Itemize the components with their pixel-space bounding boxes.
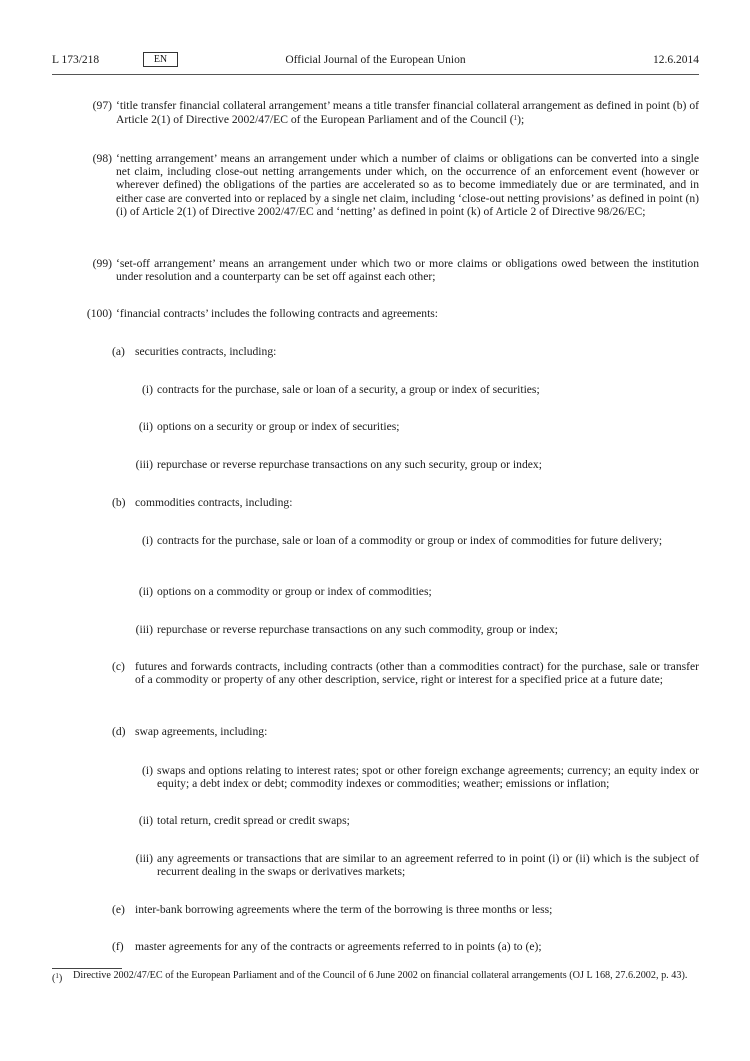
definition-99: ‘set-off arrangement’ means an arrangement under which two or more claims or obligations owed between the institution under resolution and a counterparty can be set off against each other; xyxy=(116,257,699,284)
point-d-ii: total return, credit spread or credit swaps; xyxy=(157,814,350,827)
subpoint-label: (iii) xyxy=(135,458,153,471)
subpoint-label: (ii) xyxy=(138,585,153,598)
journal-reference: L 173/218 xyxy=(52,54,100,66)
point-e: inter-bank borrowing agreements where the term of the borrowing is three months or less; xyxy=(135,903,553,916)
definition-number: (100) xyxy=(86,307,112,320)
point-a: securities contracts, including: xyxy=(135,345,277,358)
point-b-i: contracts for the purchase, sale or loan of a commodity or group or index of commodities for future delivery; xyxy=(157,534,663,547)
language-badge: EN xyxy=(143,52,178,67)
definition-number: (99) xyxy=(92,257,112,270)
point-d-i: swaps and options relating to interest rates; spot or other foreign exchange agreements; currency; an equity index or equity; a debt index or debt; commodity indexes or commodities; weather; emissions or inflation; xyxy=(157,764,699,791)
definition-text-end: ); xyxy=(517,113,525,127)
point-a-i: contracts for the purchase, sale or loan of a security, a group or index of securities; xyxy=(157,383,540,396)
subpoint-label: (i) xyxy=(142,383,153,396)
footnote-text: Directive 2002/47/EC of the European Parliament and of the Council of 6 June 2002 on financial collateral arrangements (OJ L 168, 27.6.2002, p. 43). xyxy=(73,970,688,981)
subpoint-label: (i) xyxy=(142,534,153,547)
definition-100: ‘financial contracts’ includes the following contracts and agreements: xyxy=(116,307,439,320)
definition-97 xyxy=(116,99,699,126)
point-d: swap agreements, including: xyxy=(135,725,268,738)
point-label: (f) xyxy=(112,940,124,953)
point-a-ii: options on a security or group or index of securities; xyxy=(157,420,400,433)
subpoint-label: (iii) xyxy=(135,852,153,865)
point-label: (c) xyxy=(112,660,125,673)
journal-title: Official Journal of the European Union xyxy=(285,54,466,66)
subpoint-label: (ii) xyxy=(138,814,153,827)
subpoint-label: (ii) xyxy=(138,420,153,433)
page-header xyxy=(52,54,699,70)
point-label: (d) xyxy=(112,725,126,738)
point-b-iii: repurchase or reverse repurchase transactions on any such commodity, group or index; xyxy=(157,623,559,636)
subpoint-label: (i) xyxy=(142,764,153,777)
header-divider xyxy=(52,74,699,75)
footnote-reference[interactable]: 1 xyxy=(513,114,518,123)
definition-number: (97) xyxy=(92,99,112,112)
point-d-iii: any agreements or transactions that are similar to an agreement referred to in point (i) or (ii) which is the subject of recurrent dealing in the swaps or derivatives markets; xyxy=(157,852,699,879)
definition-98: ‘netting arrangement’ means an arrangement under which a number of claims or obligations can be converted into a single net claim, including close-out netting arrangements under which, on the occurrence of an enforcement event (however or wherever defined) the obligations of the parties are accelerated so as to become immediately due or are terminated, and in either case are converted into or replaced by a single net claim, including ‘close-out netting provisions’ as defined in point (n)(i) of Article 2(1) of Directive 2002/47/EC and ‘netting’ as defined in point (k) of Article 2 of Directive 98/26/EC; xyxy=(116,152,699,218)
point-b: commodities contracts, including: xyxy=(135,496,293,509)
definition-text: ‘title transfer financial collateral arrangement’ means a title transfer financial collateral arrangement as defined in point (b) of Article 2(1) of Directive 2002/47/EC of the European Parliament and of the Council ( xyxy=(116,99,699,127)
footnote-marker: ($^1$) xyxy=(52,972,63,984)
footnote-divider xyxy=(52,968,122,969)
point-label: (e) xyxy=(112,903,125,916)
footnote-number: 1 xyxy=(55,972,59,980)
point-b-ii: options on a commodity or group or index of commodities; xyxy=(157,585,432,598)
point-f: master agreements for any of the contracts or agreements referred to in points (a) to (e); xyxy=(135,940,542,953)
publication-date: 12.6.2014 xyxy=(653,54,699,66)
definition-number: (98) xyxy=(92,152,112,165)
subpoint-label: (iii) xyxy=(135,623,153,636)
point-label: (b) xyxy=(112,496,126,509)
point-label: (a) xyxy=(112,345,125,358)
point-a-iii: repurchase or reverse repurchase transactions on any such security, group or index; xyxy=(157,458,542,471)
point-c: futures and forwards contracts, including contracts (other than a commodities contract) for the purchase, sale or transfer of a commodity or property of any other description, service, right or interest for a specified price at a future date; xyxy=(135,660,699,687)
